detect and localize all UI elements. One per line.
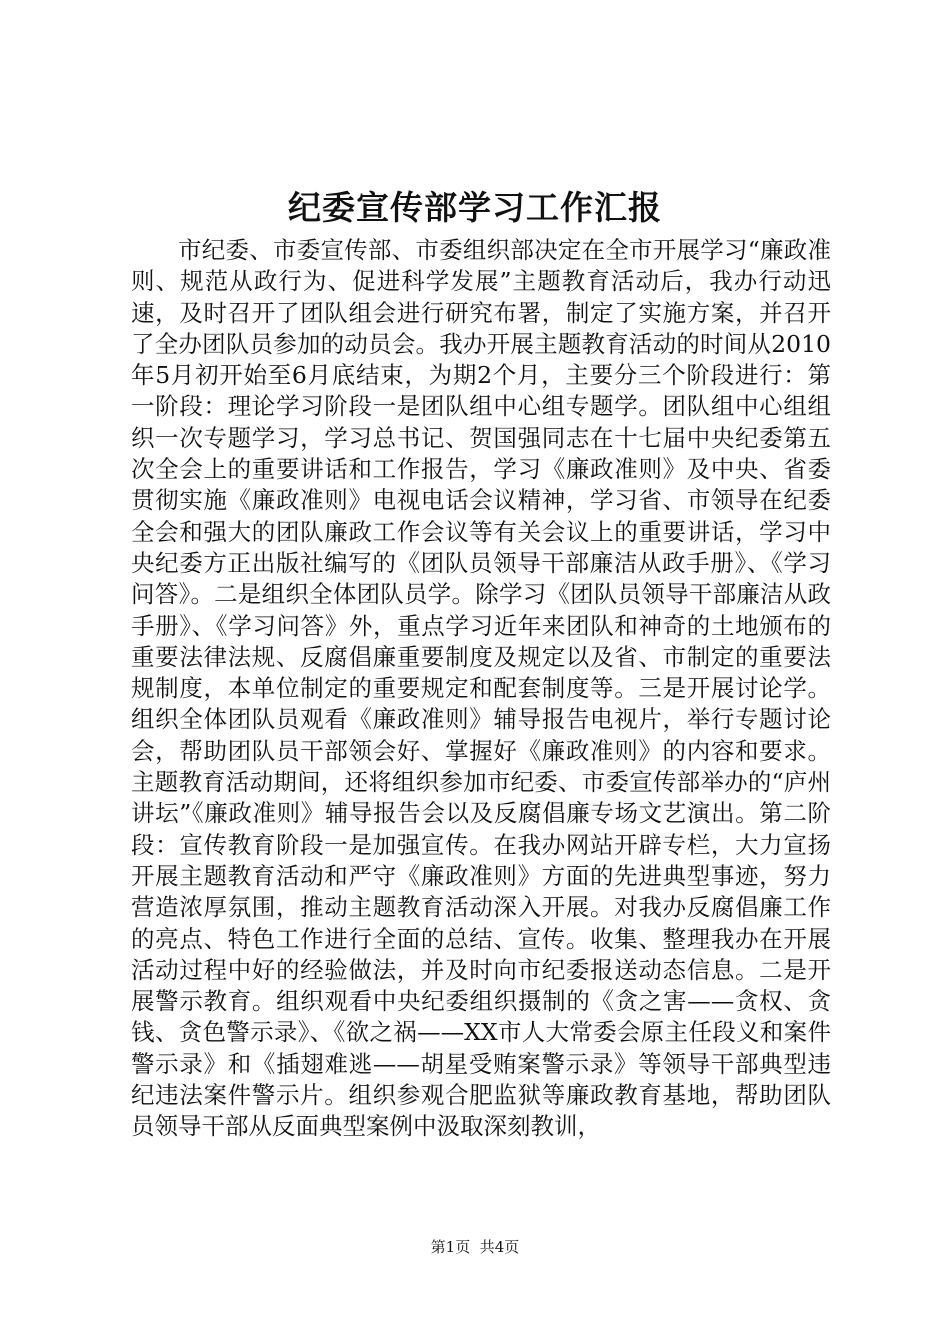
document-body-paragraph: 市纪委、市委宣传部、市委组织部决定在全市开展学习“廉政准则、规范从政行为、促进科学发展”主题教育活动后，我办行动迅速，及时召开了团队组会进行研究布署，制定了实施方案，并召开了全办团队员参加的动员会。我办开展主题教育活动的时间从2010年5月初开始至6月底结束，为期2个月，主要分三个阶段进行：第一阶段：理论学习阶段一是团队组中心组专题学。团队组中心组组织一次专题学习，学习总书记、贺国强同志在十七届中央纪委第五次全会上的重要讲话和工作报告，学习《廉政准则》及中央、省委贯彻实施《廉政准则》电视电话会议精神，学习省、市领导在纪委全会和强大的团队廉政工作会议等有关会议上的重要讲话，学习中央纪委方正出版社编写的《团队员领导干部廉洁从政手册》、《学习问答》。二是组织全体团队员学。除学习《团队员领导干部廉洁从政手册》、《学习问答》外，重点学习近年来团队和神奇的土地颁布的重要法律法规、反腐倡廉重要制度及规定以及省、市制定的重要法规制度，本单位制定的重要规定和配套制度等。三是开展讨论学。组织全体团队员观看《廉政准则》辅导报告电视片，举行专题讨论会，帮助团队员干部领会好、掌握好《廉政准则》的内容和要求。主题教育活动期间，还将组织参加市纪委、市委宣传部举办的“庐州讲坛”《廉政准则》辅导报告会以及反腐倡廉专场文艺演出。第二阶段：宣传教育阶段一是加强宣传。在我办网站开辟专栏，大力宣扬开展主题教育活动和严守《廉政准则》方面的先进典型事迹，努力营造浓厚氛围，推动主题教育活动深入开展。对我办反腐倡廉工作的亮点、特色工作进行全面的总结、宣传。收集、整理我办在开展活动过程中好的经验做法，并及时向市纪委报送动态信息。二是开展警示教育。组织观看中央纪委组织摄制的《贪之害——贪权、贪钱、贪色警示录》、《欲之祸——XX市人大常委会原主任段义和案件警示录》和《插翅难逃——胡星受贿案警示录》等领导干部典型违纪违法案件警示片。组织参观合肥监狱等廉政教育基地，帮助团队员领导干部从反面典型案例中汲取深刻教训， bbox=[131, 236, 831, 1141]
document-title: 纪委宣传部学习工作汇报 bbox=[288, 188, 662, 227]
page-number: 第1页 bbox=[430, 1238, 471, 1256]
page-footer bbox=[0, 1237, 950, 1257]
page-total: 共4页 bbox=[479, 1238, 520, 1256]
